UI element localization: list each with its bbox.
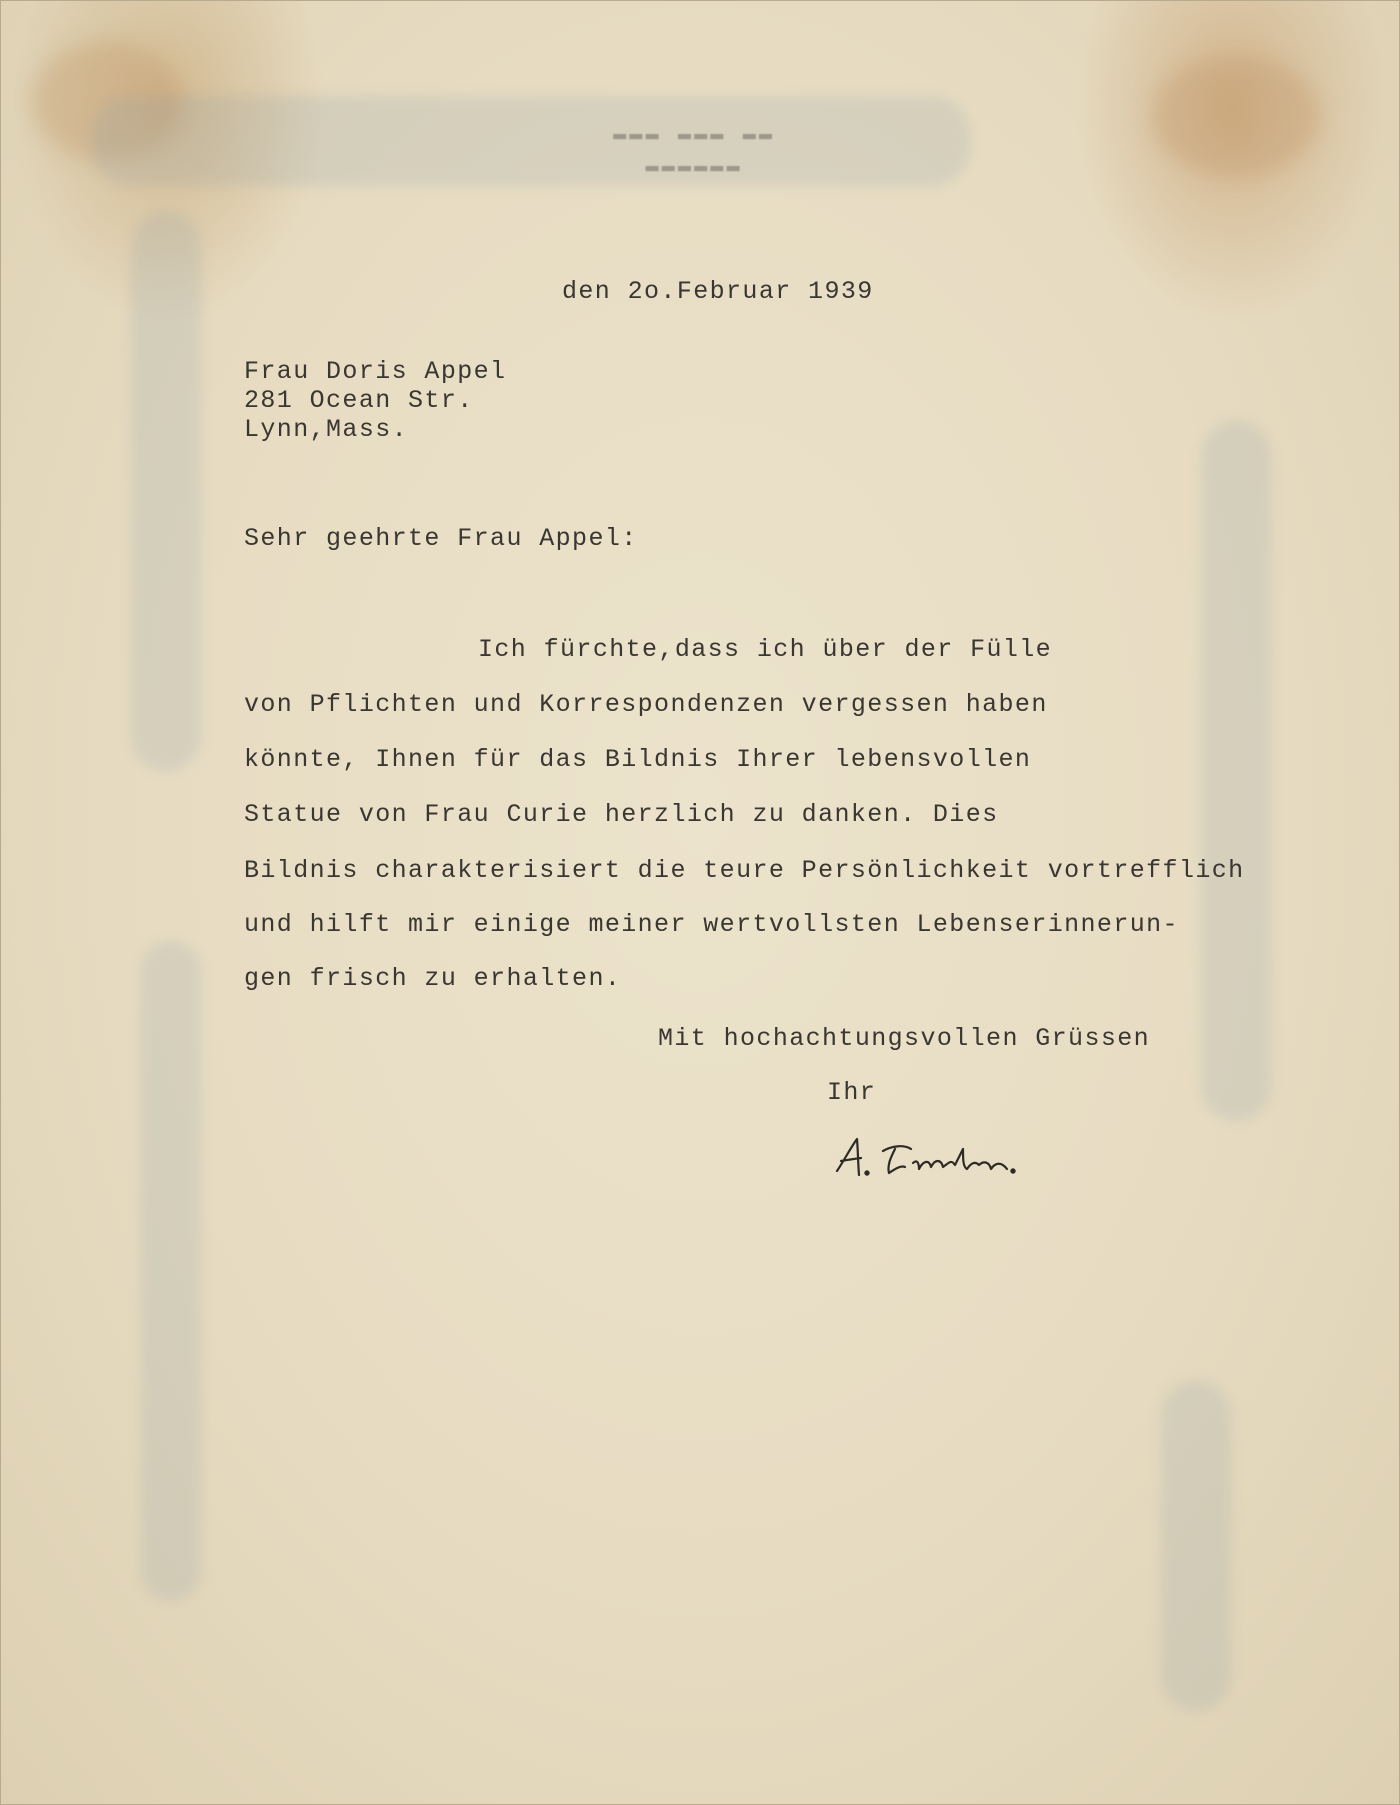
stain-top-right — [1151, 56, 1321, 176]
tape-residue-left-upper — [131, 211, 201, 771]
recipient-city: Lynn,Mass. — [244, 415, 409, 444]
body-line: gen frisch zu erhalten. — [244, 964, 622, 993]
recipient-street: 281 Ocean Str. — [244, 386, 474, 415]
body-line: könnte, Ihnen für das Bildnis Ihrer lebensvollen — [244, 745, 1032, 774]
body-line: von Pflichten und Korrespondenzen vergessen haben — [244, 690, 1048, 719]
recipient-name: Frau Doris Appel — [244, 357, 507, 386]
handwritten-signature — [831, 1129, 1061, 1199]
closing-word: Ihr — [827, 1078, 877, 1107]
body-line: und hilft mir einige meiner wertvollsten Lebenserinnerun- — [244, 910, 1179, 939]
closing-phrase: Mit hochachtungsvollen Grüssen — [658, 1024, 1151, 1053]
offset-stamp-mark: ▬▬ ▬▬▬ ▬▬▬ ▬▬▬▬▬▬ — [609, 122, 773, 179]
tape-residue-left-lower — [141, 941, 201, 1601]
body-line: Statue von Frau Curie herzlich zu danken. Dies — [244, 800, 999, 829]
tape-residue-right-upper — [1201, 421, 1271, 1121]
body-line: Bildnis charakterisiert die teure Persönlichkeit vortrefflich — [244, 856, 1245, 885]
letter-date: den 2o.Februar 1939 — [562, 277, 874, 306]
body-line: Ich fürchte,dass ich über der Fülle — [478, 635, 1053, 664]
salutation: Sehr geehrte Frau Appel: — [244, 524, 638, 553]
tape-residue-right-lower — [1161, 1381, 1231, 1711]
